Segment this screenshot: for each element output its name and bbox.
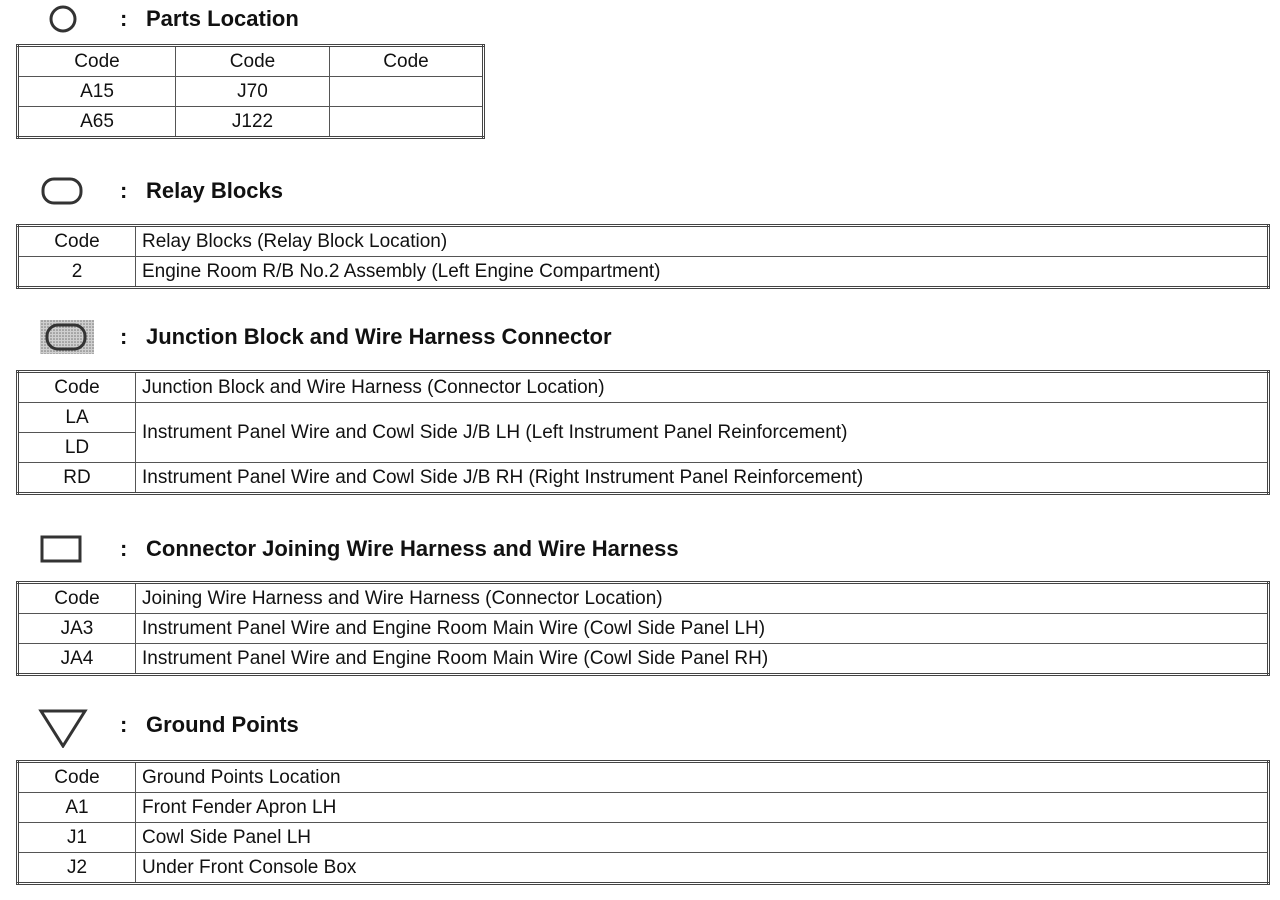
description-cell: Front Fender Apron LH <box>136 793 1269 823</box>
code-cell: RD <box>18 463 136 494</box>
rounded-rect-icon <box>38 174 98 208</box>
table-header-row <box>18 46 484 77</box>
header-cell: Joining Wire Harness and Wire Harness (Connector Location) <box>136 583 1269 614</box>
table-header-row <box>18 372 1269 403</box>
header-cell: Ground Points Location <box>136 762 1269 793</box>
header-cell: Code <box>18 583 136 614</box>
table-row <box>18 107 484 138</box>
table-row <box>18 853 1269 884</box>
code-cell: J2 <box>18 853 136 884</box>
header-cell: Code <box>18 762 136 793</box>
colon: : <box>120 6 128 31</box>
colon: : <box>120 178 128 203</box>
code-cell: JA4 <box>18 644 136 675</box>
colon: : <box>120 536 128 561</box>
code-cell: LD <box>18 433 136 463</box>
junction-block-table <box>16 370 1270 495</box>
circle-icon <box>38 2 98 36</box>
code-cell <box>330 107 484 138</box>
code-cell: A15 <box>18 77 176 107</box>
code-cell: 2 <box>18 257 136 288</box>
table-row <box>18 257 1269 288</box>
code-cell: LA <box>18 403 136 433</box>
table-row <box>18 463 1269 494</box>
header-cell: Relay Blocks (Relay Block Location) <box>136 226 1269 257</box>
table-header-row <box>18 226 1269 257</box>
description-cell: Engine Room R/B No.2 Assembly (Left Engine Compartment) <box>136 257 1269 288</box>
header-cell: Code <box>18 46 176 77</box>
code-cell: J1 <box>18 823 136 853</box>
description-cell: Instrument Panel Wire and Cowl Side J/B RH (Right Instrument Panel Reinforcement) <box>136 463 1269 494</box>
table-row <box>18 644 1269 675</box>
description-cell: Under Front Console Box <box>136 853 1269 884</box>
description-cell: Instrument Panel Wire and Engine Room Main Wire (Cowl Side Panel RH) <box>136 644 1269 675</box>
colon: : <box>120 712 128 737</box>
code-cell: J70 <box>176 77 330 107</box>
table-row <box>18 793 1269 823</box>
parts-location-table <box>16 44 485 139</box>
header-cell: Code <box>330 46 484 77</box>
table-header-row <box>18 762 1269 793</box>
table-row <box>18 77 484 107</box>
section-title: Parts Location <box>146 6 299 31</box>
table-row <box>18 823 1269 853</box>
section-title: Connector Joining Wire Harness and Wire Harness <box>146 536 679 561</box>
section-title: Junction Block and Wire Harness Connector <box>146 324 612 349</box>
square-icon <box>38 532 98 566</box>
code-cell: J122 <box>176 107 330 138</box>
header-cell: Junction Block and Wire Harness (Connector Location) <box>136 372 1269 403</box>
triangle-down-icon <box>38 708 98 748</box>
ground-points-table <box>16 760 1270 885</box>
connector-joining-table <box>16 581 1270 676</box>
section-title: Relay Blocks <box>146 178 283 203</box>
colon: : <box>120 324 128 349</box>
table-header-row <box>18 583 1269 614</box>
code-cell: A1 <box>18 793 136 823</box>
code-cell: JA3 <box>18 614 136 644</box>
section-title: Ground Points <box>146 712 299 737</box>
relay-blocks-table <box>16 224 1270 289</box>
shaded-rounded-rect-icon <box>38 320 98 354</box>
table-row <box>18 614 1269 644</box>
table-row <box>18 403 1269 433</box>
code-cell <box>330 77 484 107</box>
description-cell: Instrument Panel Wire and Engine Room Main Wire (Cowl Side Panel LH) <box>136 614 1269 644</box>
code-cell: A65 <box>18 107 176 138</box>
description-cell: Instrument Panel Wire and Cowl Side J/B LH (Left Instrument Panel Reinforcement) <box>136 403 1269 463</box>
header-cell: Code <box>18 226 136 257</box>
header-cell: Code <box>18 372 136 403</box>
description-cell: Cowl Side Panel LH <box>136 823 1269 853</box>
header-cell: Code <box>176 46 330 77</box>
